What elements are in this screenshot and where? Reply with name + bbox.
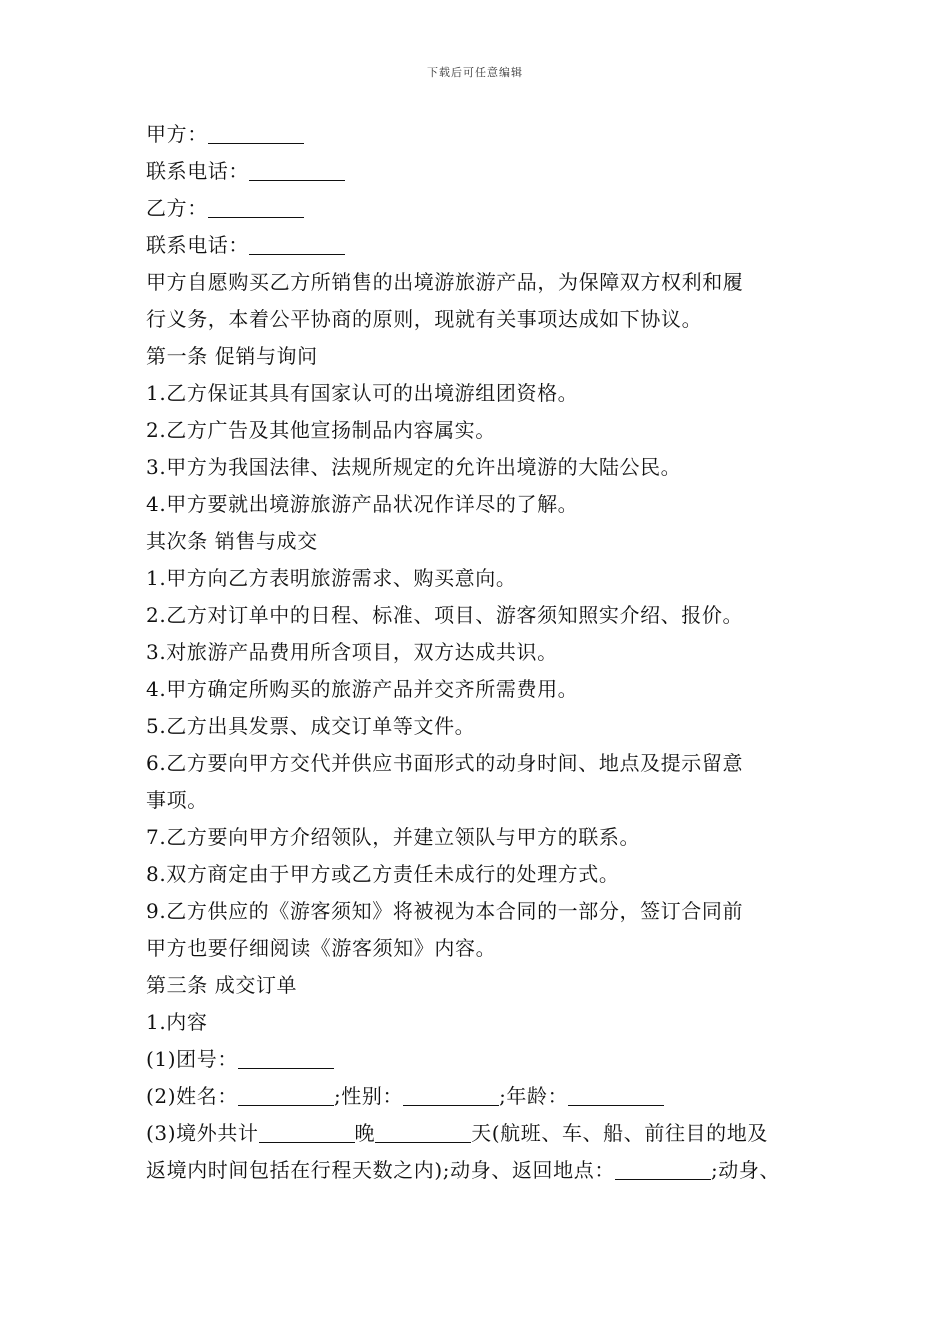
article-2-item-4: 4.甲方确定所购买的旅游产品并交齐所需费用。 <box>146 677 579 701</box>
party-a-label: 甲方： <box>146 122 208 146</box>
age-label: ;年龄： <box>499 1084 569 1108</box>
departure-place-blank <box>615 1155 711 1180</box>
party-b-label: 乙方： <box>146 196 208 220</box>
trip-duration-line <box>146 1115 826 1152</box>
group-number-label: (1)团号： <box>146 1047 238 1071</box>
article-1-item-2: 2.乙方广告及其他宣扬制品内容属实。 <box>146 418 496 442</box>
article-3-heading: 第三条 成交订单 <box>146 973 298 997</box>
article-3-item-1: 1.内容 <box>146 1010 208 1034</box>
party-a-phone-label: 联系电话： <box>146 159 249 183</box>
contract-body <box>146 116 826 1189</box>
days-label: 天(航班、车、船、前往目的地及 <box>471 1121 768 1145</box>
departure-text: 返境内时间包括在行程天数之内);动身、返回地点： <box>146 1158 615 1182</box>
gender-label: ;性别： <box>333 1084 404 1108</box>
party-b-phone-label: 联系电话： <box>146 233 249 257</box>
article-2-item-1: 1.甲方向乙方表明旅游需求、购买意向。 <box>146 566 517 590</box>
article-2-item-8: 8.双方商定由于甲方或乙方责任未成行的处理方式。 <box>146 862 620 886</box>
article-1-item-1: 1.乙方保证其具有国家认可的出境游组团资格。 <box>146 381 579 405</box>
page-header: 下载后可任意编辑 <box>427 66 523 79</box>
party-b-line <box>146 190 826 227</box>
party-a-phone-blank <box>249 156 345 181</box>
personal-info-line <box>146 1078 826 1115</box>
article-2-heading: 其次条 销售与成交 <box>146 529 318 553</box>
departure-tail: ;动身、 <box>710 1158 781 1182</box>
article-2-item-6-cont: 事项。 <box>146 788 208 812</box>
article-2-item-3: 3.对旅游产品费用所含项目，双方达成共识。 <box>146 640 558 664</box>
preamble-line-1: 甲方自愿购买乙方所销售的出境游旅游产品，为保障双方权利和履 <box>146 270 744 294</box>
party-b-phone-line <box>146 227 826 264</box>
article-2-item-9-cont: 甲方也要仔细阅读《游客须知》内容。 <box>146 936 497 960</box>
trip-total-label: (3)境外共计 <box>146 1121 259 1145</box>
group-number-blank <box>238 1044 334 1069</box>
gender-blank <box>403 1081 499 1106</box>
days-blank <box>375 1118 471 1143</box>
party-a-blank <box>208 119 304 144</box>
name-blank <box>238 1081 334 1106</box>
article-2-item-2: 2.乙方对订单中的日程、标准、项目、游客须知照实介绍、报价。 <box>146 603 744 627</box>
name-label: (2)姓名： <box>146 1084 238 1108</box>
age-blank <box>568 1081 664 1106</box>
party-a-phone-line <box>146 153 826 190</box>
departure-line <box>146 1152 826 1189</box>
nights-label: 晚 <box>354 1121 376 1145</box>
article-2-item-6: 6.乙方要向甲方交代并供应书面形式的动身时间、地点及提示留意 <box>146 751 744 775</box>
group-number-line <box>146 1041 826 1078</box>
article-1-item-4: 4.甲方要就出境游旅游产品状况作详尽的了解。 <box>146 492 579 516</box>
party-b-blank <box>208 193 304 218</box>
party-b-phone-blank <box>249 230 345 255</box>
preamble-line-2: 行义务，本着公平协商的原则，现就有关事项达成如下协议。 <box>146 307 703 331</box>
article-2-item-9: 9.乙方供应的《游客须知》将被视为本合同的一部分，签订合同前 <box>146 899 744 923</box>
article-1-heading: 第一条 促销与询问 <box>146 344 318 368</box>
article-2-item-7: 7.乙方要向甲方介绍领队，并建立领队与甲方的联系。 <box>146 825 641 849</box>
article-1-item-3: 3.甲方为我国法律、法规所规定的允许出境游的大陆公民。 <box>146 455 682 479</box>
article-2-item-5: 5.乙方出具发票、成交订单等文件。 <box>146 714 476 738</box>
nights-blank <box>259 1118 355 1143</box>
party-a-line <box>146 116 826 153</box>
